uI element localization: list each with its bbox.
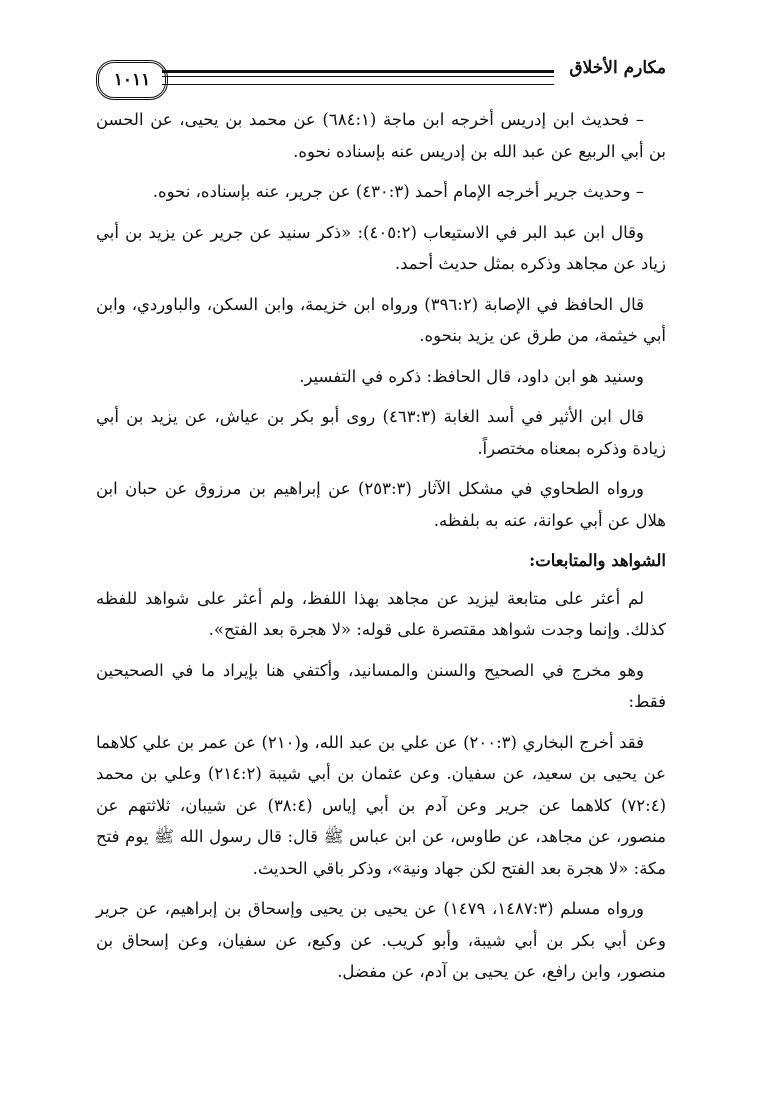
paragraph: – فحديث ابن إدريس أخرجه ابن ماجة (٦٨٤:١) عن محمد بن يحيى، عن الحسن بن أبي الربيع عن عبد الله بن إدريس عنه بإسناده نحوه. [96,110,666,161]
paragraph: ورواه الطحاوي في مشكل الآثار (٢٥٣:٣) عن إبراهيم بن مرزوق عن حبان ابن هلال عن أبي عوانة، عنه به بلفظه. [96,479,666,530]
page-header [96,58,666,100]
paragraph: وسنيد هو ابن داود، قال الحافظ: ذكره في التفسير. [299,366,644,386]
paragraph: فقد أخرج البخاري (٢٠٠:٣) عن علي بن عبد الله، و(٢١٠) عن عمر بن علي كلاهما عن يحيى بن سعيد، عن سفيان. وعن عثمان بن أبي شيبة (٢١٤:٢) وعلي بن محمد (٧٢:٤) كلاهما عن جرير وعن آدم بن أبي إياس (٣٨:٤) عن شيبان، ثلاثتهم عن منصور، عن مجاهد، عن طاوس، عن ابن عباس ﷺ قال: قال رسول الله ﷺ يوم فتح مكة: «لا هجرة بعد الفتح لكن جهاد ونية»، وذكر باقي الحديث. [96,732,667,878]
paragraph: لم أعثر على متابعة ليزيد عن مجاهد بهذا اللفظ، ولم أعثر على شواهد للفظه كذلك. وإنما وجدت شواهد مقتصرة على قوله: «لا هجرة بعد الفتح». [96,588,666,639]
section-heading: الشواهد والمتابعات: [529,551,666,570]
paragraph: ورواه مسلم (١٤٨٧:٣، ١٤٧٩) عن يحيى بن يحيى وإسحاق بن إبراهيم، عن جرير وعن أبي بكر بن أبي شيبة، وأبو كريب. عن وكيع، عن سفيان، وعن إسحاق بن منصور، وابن رافع، عن يحيى بن آدم، عن مفضل. [96,899,666,981]
paragraph: قال الحافظ في الإصابة (٣٩٦:٢) ورواه ابن خزيمة، وابن السكن، والباوردي، وابن أبي خيثمة، من طرق عن يزيد بنحوه. [96,294,666,345]
header-rule [162,70,554,85]
running-title: مكارم الأخلاق [569,58,666,78]
paragraph: وقال ابن عبد البر في الاستيعاب (٤٠٥:٢): «ذكر سنيد عن جرير عن يزيد بن أبي زياد عن مجاهد وذكره بمثل حديث أحمد. [96,222,666,273]
paragraph: وهو مخرج في الصحيح والسنن والمسانيد، وأكتفي هنا بإيراد ما في الصحيحين فقط: [96,660,666,711]
paragraph: قال ابن الأثير في أسد الغابة (٤٦٣:٣) روى أبو بكر بن عياش، عن يزيد بن أبي زيادة وذكره بمعناه مختصراً. [96,407,666,458]
paragraph: – وحديث جرير أخرجه الإمام أحمد (٤٣٠:٣) عن جرير، عنه بإسناده، نحوه. [152,182,644,201]
page-number: ١٠١١ [96,60,168,100]
page-body [96,104,666,988]
